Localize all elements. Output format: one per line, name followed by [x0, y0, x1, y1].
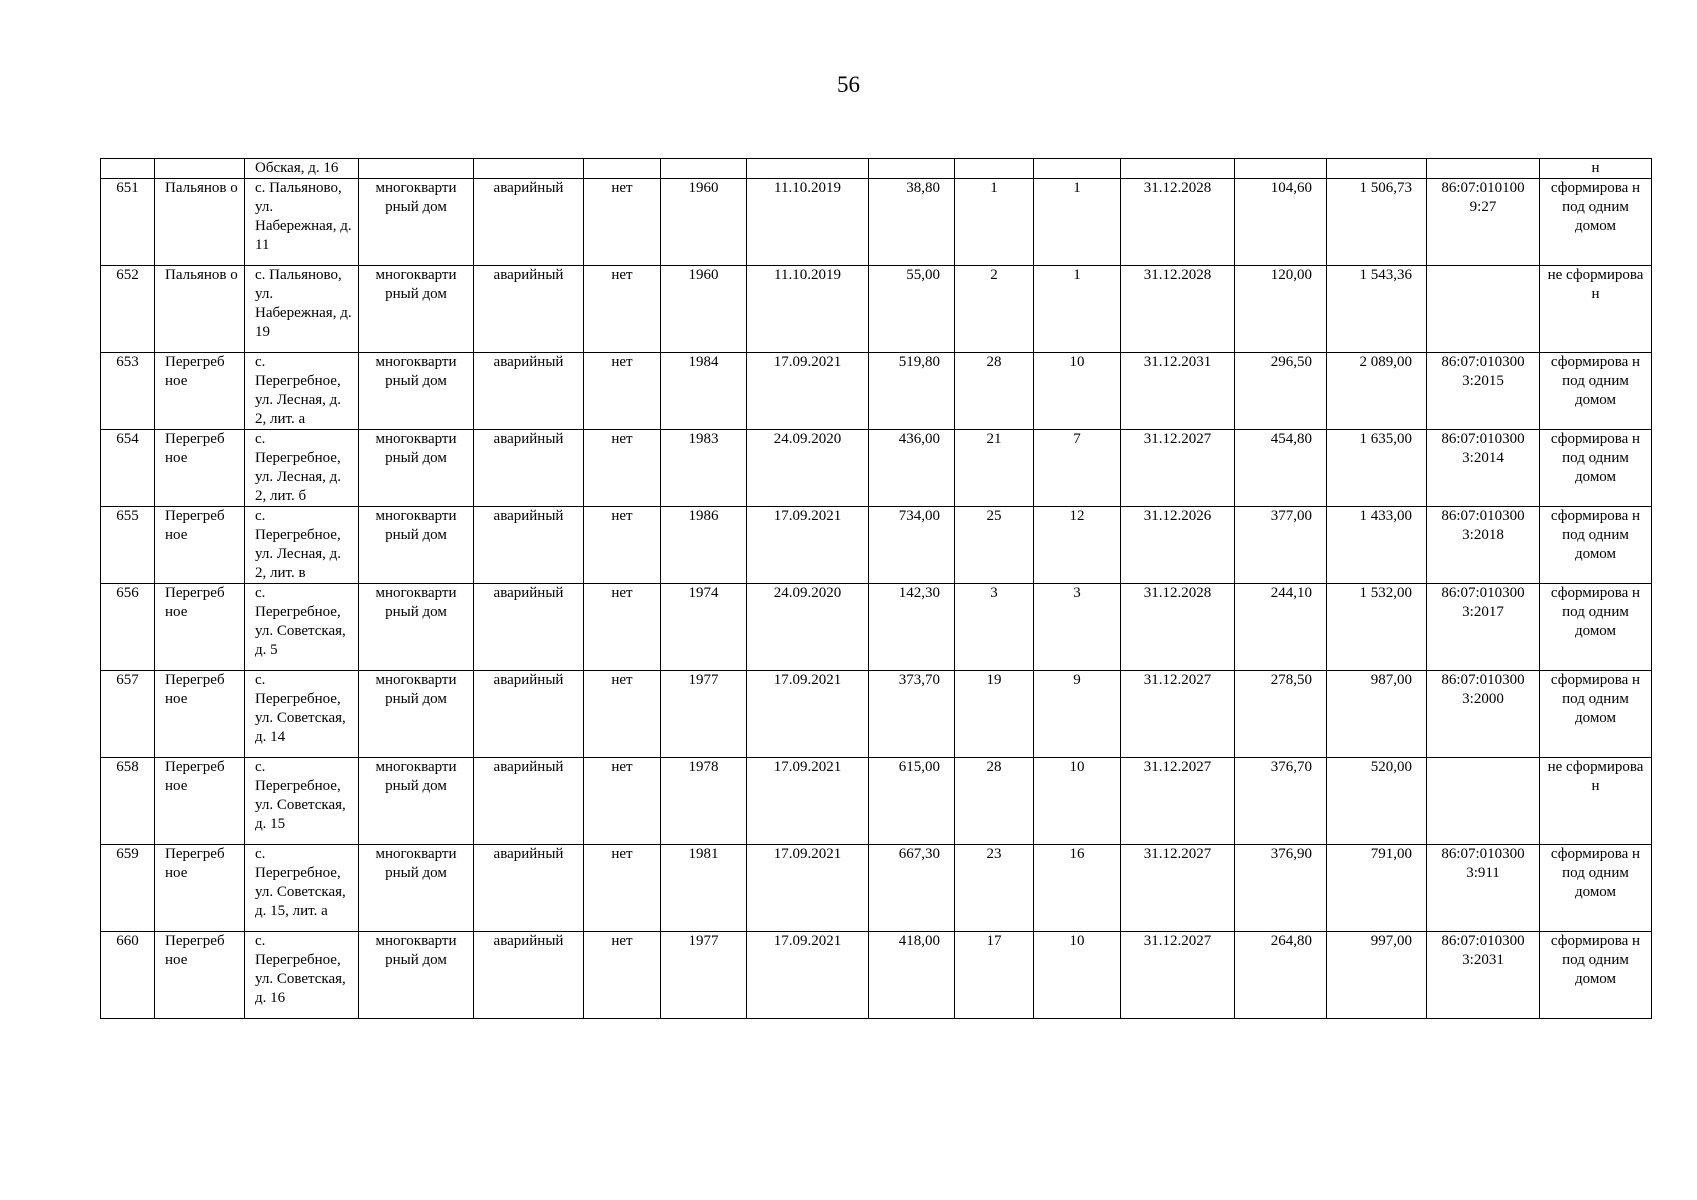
land-area-cell: 1 543,36: [1327, 266, 1427, 353]
settlement-cell: Пальянов о: [155, 266, 245, 353]
land-area-cell: 520,00: [1327, 758, 1427, 845]
row-number-cell: 656: [101, 584, 155, 671]
settlement-cell: Перегреб ное: [155, 932, 245, 1019]
total-area-cell: 667,30: [869, 845, 955, 932]
address-cell: с. Перегребное, ул. Лесная, д. 2, лит. а: [245, 353, 359, 430]
land-status-cell: сформирова н под одним домом: [1540, 584, 1652, 671]
continuation-row: [101, 159, 1652, 179]
residents-cell: 28: [955, 353, 1034, 430]
units-cell: 3: [1034, 584, 1121, 671]
decision-date-cell: 24.09.2020: [747, 430, 869, 507]
cadastre-number-cell: 86:07:010100 9:27: [1427, 179, 1540, 266]
units-cell: 1: [1034, 266, 1121, 353]
cadastre-number-cell: 86:07:010300 3:2000: [1427, 671, 1540, 758]
row-number-cell: 658: [101, 758, 155, 845]
deadline-cell: 31.12.2028: [1121, 179, 1235, 266]
deadline-cell: 31.12.2028: [1121, 266, 1235, 353]
building-type-cell: многокварти рный дом: [359, 932, 474, 1019]
condition-cell: аварийный: [474, 932, 584, 1019]
settlement-cell: Перегреб ное: [155, 758, 245, 845]
table-row: [101, 266, 1652, 353]
decision-date-cell: 11.10.2019: [747, 266, 869, 353]
table-row: [101, 758, 1652, 845]
condition-cell: аварийный: [474, 758, 584, 845]
decision-date-cell: 11.10.2019: [747, 179, 869, 266]
deadline-cell: 31.12.2027: [1121, 671, 1235, 758]
address-cell: Обская, д. 16: [245, 159, 359, 179]
condition-cell: аварийный: [474, 845, 584, 932]
condition-cell: аварийный: [474, 266, 584, 353]
cadastre-number-cell: [1427, 266, 1540, 353]
address-cell: с. Перегребное, ул. Советская, д. 5: [245, 584, 359, 671]
row-number-cell: 659: [101, 845, 155, 932]
address-cell: с. Перегребное, ул. Советская, д. 15: [245, 758, 359, 845]
land-status-cell: сформирова н под одним домом: [1540, 671, 1652, 758]
decision-date-cell: 17.09.2021: [747, 353, 869, 430]
condition-cell: аварийный: [474, 430, 584, 507]
living-area-cell: 264,80: [1235, 932, 1327, 1019]
units-cell: 10: [1034, 353, 1121, 430]
total-area-cell: 38,80: [869, 179, 955, 266]
condition-cell: аварийный: [474, 353, 584, 430]
settlement-cell: Перегреб ное: [155, 430, 245, 507]
year-built-cell: 1977: [661, 932, 747, 1019]
cadastre-number-cell: 86:07:010300 3:2018: [1427, 507, 1540, 584]
year-built-cell: 1960: [661, 179, 747, 266]
settlement-cell: Перегреб ное: [155, 584, 245, 671]
year-built-cell: 1983: [661, 430, 747, 507]
deadline-cell: 31.12.2027: [1121, 932, 1235, 1019]
total-area-cell: 734,00: [869, 507, 955, 584]
residents-cell: 25: [955, 507, 1034, 584]
total-area-cell: 436,00: [869, 430, 955, 507]
decision-date-cell: 17.09.2021: [747, 932, 869, 1019]
land-status-cell: сформирова н под одним домом: [1540, 179, 1652, 266]
units-cell: 10: [1034, 932, 1121, 1019]
land-area-cell: 997,00: [1327, 932, 1427, 1019]
address-cell: с. Перегребное, ул. Лесная, д. 2, лит. б: [245, 430, 359, 507]
residents-cell: 28: [955, 758, 1034, 845]
land-status-cell: не сформирова н: [1540, 266, 1652, 353]
table-row: [101, 353, 1652, 430]
living-area-cell: 296,50: [1235, 353, 1327, 430]
row-number-cell: 657: [101, 671, 155, 758]
building-type-cell: многокварти рный дом: [359, 758, 474, 845]
table-row: [101, 671, 1652, 758]
total-area-cell: 373,70: [869, 671, 955, 758]
deadline-cell: 31.12.2027: [1121, 430, 1235, 507]
row-number-cell: 655: [101, 507, 155, 584]
flag-cell: нет: [584, 266, 661, 353]
table-row: [101, 179, 1652, 266]
deadline-cell: 31.12.2027: [1121, 845, 1235, 932]
units-cell: 10: [1034, 758, 1121, 845]
condition-cell: аварийный: [474, 179, 584, 266]
land-status-cell: сформирова н под одним домом: [1540, 845, 1652, 932]
residents-cell: 2: [955, 266, 1034, 353]
total-area-cell: 418,00: [869, 932, 955, 1019]
condition-cell: аварийный: [474, 507, 584, 584]
settlement-cell: Перегреб ное: [155, 507, 245, 584]
building-type-cell: многокварти рный дом: [359, 353, 474, 430]
land-status-cell: сформирова н под одним домом: [1540, 353, 1652, 430]
table-body: [101, 159, 1652, 1019]
cadastre-number-cell: 86:07:010300 3:2031: [1427, 932, 1540, 1019]
living-area-cell: 454,80: [1235, 430, 1327, 507]
cadastre-number-cell: 86:07:010300 3:911: [1427, 845, 1540, 932]
address-cell: с. Пальяново, ул. Набережная, д. 19: [245, 266, 359, 353]
land-status-cell: не сформирова н: [1540, 758, 1652, 845]
living-area-cell: 120,00: [1235, 266, 1327, 353]
building-type-cell: многокварти рный дом: [359, 671, 474, 758]
flag-cell: нет: [584, 507, 661, 584]
residents-cell: 17: [955, 932, 1034, 1019]
flag-cell: нет: [584, 932, 661, 1019]
total-area-cell: 519,80: [869, 353, 955, 430]
housing-registry-table: [100, 158, 1652, 1019]
residents-cell: 23: [955, 845, 1034, 932]
table-row: [101, 932, 1652, 1019]
building-type-cell: многокварти рный дом: [359, 507, 474, 584]
decision-date-cell: 17.09.2021: [747, 845, 869, 932]
row-number-cell: 652: [101, 266, 155, 353]
land-status-cell: сформирова н под одним домом: [1540, 507, 1652, 584]
table-row: [101, 507, 1652, 584]
condition-cell: аварийный: [474, 671, 584, 758]
table-row: [101, 845, 1652, 932]
deadline-cell: 31.12.2028: [1121, 584, 1235, 671]
decision-date-cell: 24.09.2020: [747, 584, 869, 671]
land-status-cell: н: [1540, 159, 1652, 179]
total-area-cell: 55,00: [869, 266, 955, 353]
settlement-cell: Перегреб ное: [155, 671, 245, 758]
land-area-cell: 1 506,73: [1327, 179, 1427, 266]
year-built-cell: 1978: [661, 758, 747, 845]
living-area-cell: 104,60: [1235, 179, 1327, 266]
row-number-cell: 653: [101, 353, 155, 430]
land-area-cell: 2 089,00: [1327, 353, 1427, 430]
building-type-cell: многокварти рный дом: [359, 179, 474, 266]
deadline-cell: 31.12.2026: [1121, 507, 1235, 584]
settlement-cell: Перегреб ное: [155, 353, 245, 430]
page-number: 56: [837, 72, 860, 97]
land-status-cell: сформирова н под одним домом: [1540, 932, 1652, 1019]
units-cell: 12: [1034, 507, 1121, 584]
condition-cell: аварийный: [474, 584, 584, 671]
total-area-cell: 142,30: [869, 584, 955, 671]
cadastre-number-cell: 86:07:010300 3:2014: [1427, 430, 1540, 507]
cadastre-number-cell: [1427, 758, 1540, 845]
units-cell: 9: [1034, 671, 1121, 758]
land-area-cell: 987,00: [1327, 671, 1427, 758]
table-row: [101, 430, 1652, 507]
land-area-cell: 1 635,00: [1327, 430, 1427, 507]
units-cell: 16: [1034, 845, 1121, 932]
flag-cell: нет: [584, 179, 661, 266]
building-type-cell: многокварти рный дом: [359, 845, 474, 932]
row-number-cell: 651: [101, 179, 155, 266]
year-built-cell: 1977: [661, 671, 747, 758]
living-area-cell: 278,50: [1235, 671, 1327, 758]
land-area-cell: 791,00: [1327, 845, 1427, 932]
living-area-cell: 244,10: [1235, 584, 1327, 671]
year-built-cell: 1984: [661, 353, 747, 430]
land-area-cell: 1 532,00: [1327, 584, 1427, 671]
land-area-cell: 1 433,00: [1327, 507, 1427, 584]
deadline-cell: 31.12.2027: [1121, 758, 1235, 845]
units-cell: 7: [1034, 430, 1121, 507]
settlement-cell: Перегреб ное: [155, 845, 245, 932]
flag-cell: нет: [584, 845, 661, 932]
decision-date-cell: 17.09.2021: [747, 758, 869, 845]
address-cell: с. Пальяново, ул. Набережная, д. 11: [245, 179, 359, 266]
year-built-cell: 1981: [661, 845, 747, 932]
flag-cell: нет: [584, 671, 661, 758]
row-number-cell: 660: [101, 932, 155, 1019]
residents-cell: 1: [955, 179, 1034, 266]
settlement-cell: Пальянов о: [155, 179, 245, 266]
decision-date-cell: 17.09.2021: [747, 671, 869, 758]
year-built-cell: 1974: [661, 584, 747, 671]
deadline-cell: 31.12.2031: [1121, 353, 1235, 430]
flag-cell: нет: [584, 353, 661, 430]
flag-cell: нет: [584, 758, 661, 845]
units-cell: 1: [1034, 179, 1121, 266]
residents-cell: 21: [955, 430, 1034, 507]
year-built-cell: 1960: [661, 266, 747, 353]
address-cell: с. Перегребное, ул. Советская, д. 16: [245, 932, 359, 1019]
flag-cell: нет: [584, 584, 661, 671]
building-type-cell: многокварти рный дом: [359, 430, 474, 507]
table-row: [101, 584, 1652, 671]
address-cell: с. Перегребное, ул. Советская, д. 14: [245, 671, 359, 758]
year-built-cell: 1986: [661, 507, 747, 584]
total-area-cell: 615,00: [869, 758, 955, 845]
building-type-cell: многокварти рный дом: [359, 584, 474, 671]
living-area-cell: 376,90: [1235, 845, 1327, 932]
land-status-cell: сформирова н под одним домом: [1540, 430, 1652, 507]
flag-cell: нет: [584, 430, 661, 507]
residents-cell: 19: [955, 671, 1034, 758]
cadastre-number-cell: 86:07:010300 3:2017: [1427, 584, 1540, 671]
address-cell: с. Перегребное, ул. Лесная, д. 2, лит. в: [245, 507, 359, 584]
living-area-cell: 377,00: [1235, 507, 1327, 584]
address-cell: с. Перегребное, ул. Советская, д. 15, лит. а: [245, 845, 359, 932]
living-area-cell: 376,70: [1235, 758, 1327, 845]
residents-cell: 3: [955, 584, 1034, 671]
row-number-cell: 654: [101, 430, 155, 507]
building-type-cell: многокварти рный дом: [359, 266, 474, 353]
decision-date-cell: 17.09.2021: [747, 507, 869, 584]
cadastre-number-cell: 86:07:010300 3:2015: [1427, 353, 1540, 430]
